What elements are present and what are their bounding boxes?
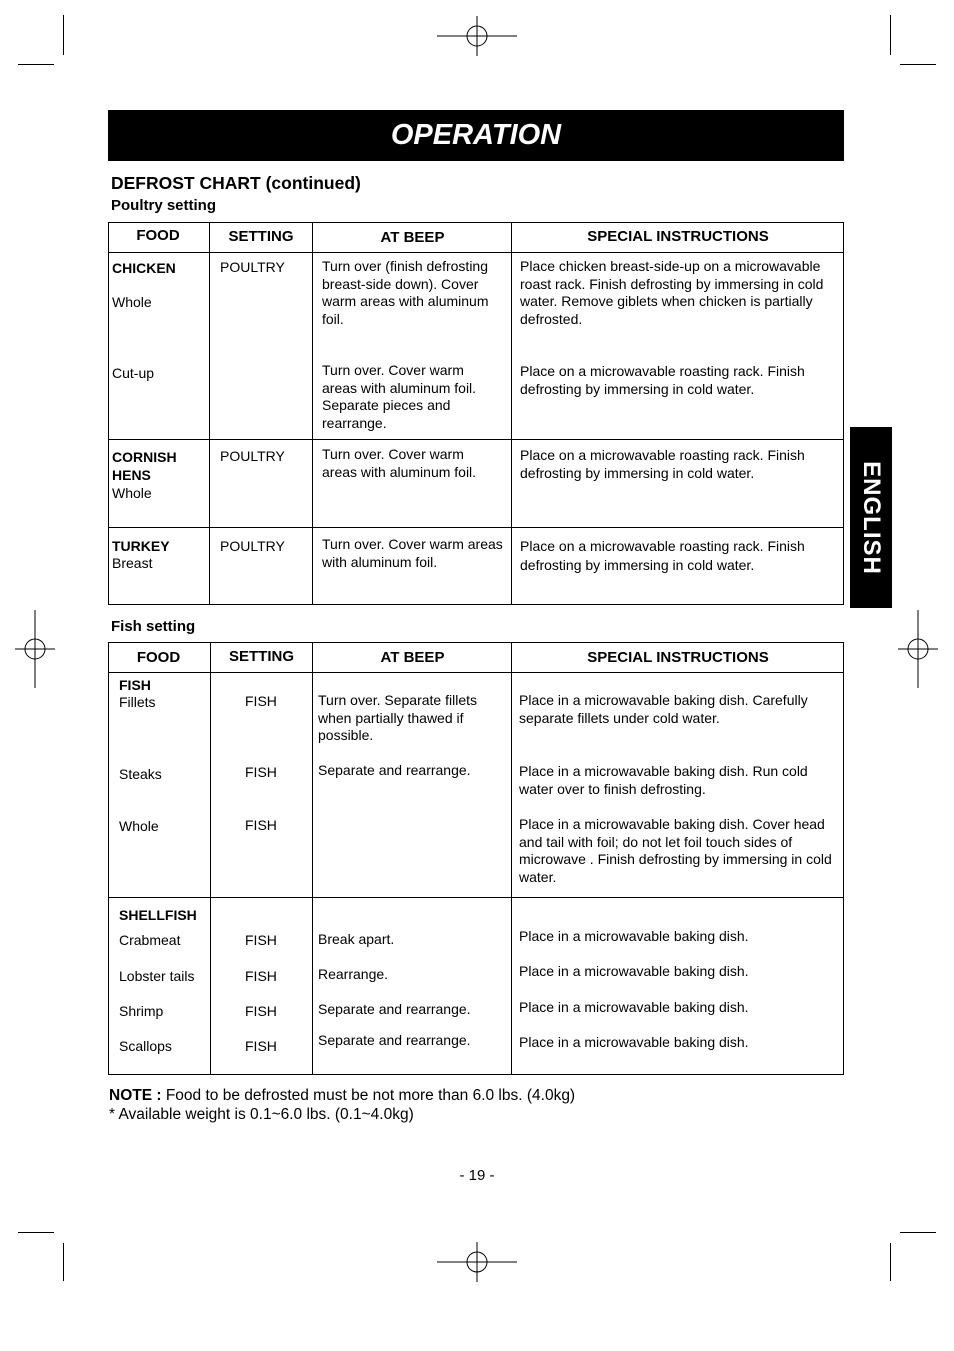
note-line-2: * Available weight is 0.1~6.0 lbs. (0.1~4.0kg) bbox=[109, 1106, 414, 1123]
language-tab-label: ENGLISH bbox=[858, 460, 885, 575]
food-turkey-breast: Breast bbox=[112, 555, 153, 571]
setting-lobster: FISH bbox=[245, 968, 277, 984]
special-turkey: Place on a microwavable roasting rack. Finish defrosting by immersing in cold water. bbox=[520, 538, 805, 573]
at-beep-turkey: Turn over. Cover warm areas with aluminum foil. bbox=[322, 536, 503, 570]
setting-scallops: FISH bbox=[245, 1038, 277, 1054]
note-line-1 bbox=[109, 1087, 575, 1105]
food-cornish: CORNISH bbox=[112, 449, 177, 465]
special-cornish: Place on a microwavable roasting rack. Finish defrosting by immersing in cold water. bbox=[520, 447, 805, 481]
food-chicken-cutup: Cut-up bbox=[112, 365, 155, 381]
food-lobster-tails: Lobster tails bbox=[119, 968, 195, 984]
language-tab bbox=[850, 427, 892, 608]
fish-setting-title: Fish setting bbox=[111, 618, 196, 635]
food-shellfish: SHELLFISH bbox=[119, 907, 197, 923]
special-chicken-whole: Place chicken breast-side-up on a microwavable roast rack. Finish defrosting by immersing in cold water. Remove giblets when chicken is partially defrosted. bbox=[520, 258, 824, 327]
note-text: Food to be defrosted must be not more than 6.0 lbs. (4.0kg) bbox=[161, 1087, 576, 1104]
registration-mark-right bbox=[898, 610, 938, 688]
setting-fish-fillets: FISH bbox=[245, 693, 277, 709]
registration-mark-top bbox=[437, 16, 517, 56]
food-fish-steaks: Steaks bbox=[119, 766, 162, 782]
column-header-at-beep: AT BEEP bbox=[380, 229, 445, 246]
special-crabmeat: Place in a microwavable baking dish. bbox=[519, 928, 749, 944]
at-beep-scallops: Separate and rearrange. bbox=[318, 1032, 471, 1048]
special-fish-steaks: Place in a microwavable baking dish. Run cold water over to finish defrosting. bbox=[519, 763, 808, 797]
food-crabmeat: Crabmeat bbox=[119, 932, 181, 948]
column-header-setting: SETTING bbox=[228, 228, 294, 245]
column-header-food: FOOD bbox=[136, 649, 181, 666]
food-cornish-whole: Whole bbox=[112, 485, 152, 501]
at-beep-chicken-cutup: Turn over. Cover warm areas with aluminum foil. Separate pieces and rearrange. bbox=[322, 362, 477, 431]
setting-cornish: POULTRY bbox=[220, 448, 285, 464]
column-header-at-beep: AT BEEP bbox=[380, 649, 445, 666]
column-header-special: SPECIAL INSTRUCTIONS bbox=[587, 228, 769, 245]
column-header-special: SPECIAL INSTRUCTIONS bbox=[587, 649, 769, 666]
special-lobster: Place in a microwavable baking dish. bbox=[519, 963, 749, 979]
at-beep-chicken-whole: Turn over (finish defrosting breast-side down). Cover warm areas with aluminum foil. bbox=[322, 258, 489, 327]
poultry-setting-title: Poultry setting bbox=[111, 197, 217, 214]
at-beep-shrimp: Separate and rearrange. bbox=[318, 1001, 471, 1017]
food-hens: HENS bbox=[112, 467, 151, 483]
page-number: - 19 - bbox=[459, 1167, 495, 1184]
food-turkey: TURKEY bbox=[112, 538, 170, 554]
section-title: DEFROST CHART (continued) bbox=[111, 173, 361, 193]
food-chicken-whole: Whole bbox=[112, 294, 152, 310]
setting-crabmeat: FISH bbox=[245, 932, 277, 948]
setting-fish-whole: FISH bbox=[245, 817, 277, 833]
at-beep-crabmeat: Break apart. bbox=[318, 931, 395, 947]
food-shrimp: Shrimp bbox=[119, 1003, 164, 1019]
special-shrimp: Place in a microwavable baking dish. bbox=[519, 999, 749, 1015]
column-header-setting: SETTING bbox=[228, 648, 294, 665]
food-chicken: CHICKEN bbox=[112, 260, 176, 276]
note-label: NOTE : bbox=[109, 1087, 162, 1104]
at-beep-cornish: Turn over. Cover warm areas with aluminum foil. bbox=[322, 446, 477, 480]
at-beep-fish-fillets: Turn over. Separate fillets when partially thawed if possible. bbox=[318, 692, 478, 743]
setting-fish-steaks: FISH bbox=[245, 764, 277, 780]
special-fish-fillets: Place in a microwavable baking dish. Carefully separate fillets under cold water. bbox=[519, 692, 808, 726]
special-fish-whole: Place in a microwavable baking dish. Cover head and tail with foil; do not let foil touch sides of microwave . Finish defrosting by immersing in cold water. bbox=[519, 816, 832, 885]
food-fish: FISH bbox=[119, 677, 151, 693]
food-scallops: Scallops bbox=[119, 1038, 172, 1054]
setting-shrimp: FISH bbox=[245, 1003, 277, 1019]
at-beep-fish-steaks: Separate and rearrange. bbox=[318, 762, 471, 778]
registration-mark-left bbox=[15, 610, 55, 688]
column-header-food: FOOD bbox=[136, 227, 180, 244]
at-beep-lobster: Rearrange. bbox=[318, 966, 389, 982]
special-scallops: Place in a microwavable baking dish. bbox=[519, 1034, 749, 1050]
special-chicken-cutup: Place on a microwavable roasting rack. Finish defrosting by immersing in cold water. bbox=[520, 363, 805, 397]
food-fish-whole: Whole bbox=[119, 818, 159, 834]
setting-turkey: POULTRY bbox=[220, 538, 285, 554]
registration-mark-bottom bbox=[437, 1242, 517, 1282]
setting-chicken: POULTRY bbox=[220, 259, 285, 275]
page-title: OPERATION bbox=[108, 110, 844, 161]
food-fish-fillets: Fillets bbox=[119, 694, 156, 710]
